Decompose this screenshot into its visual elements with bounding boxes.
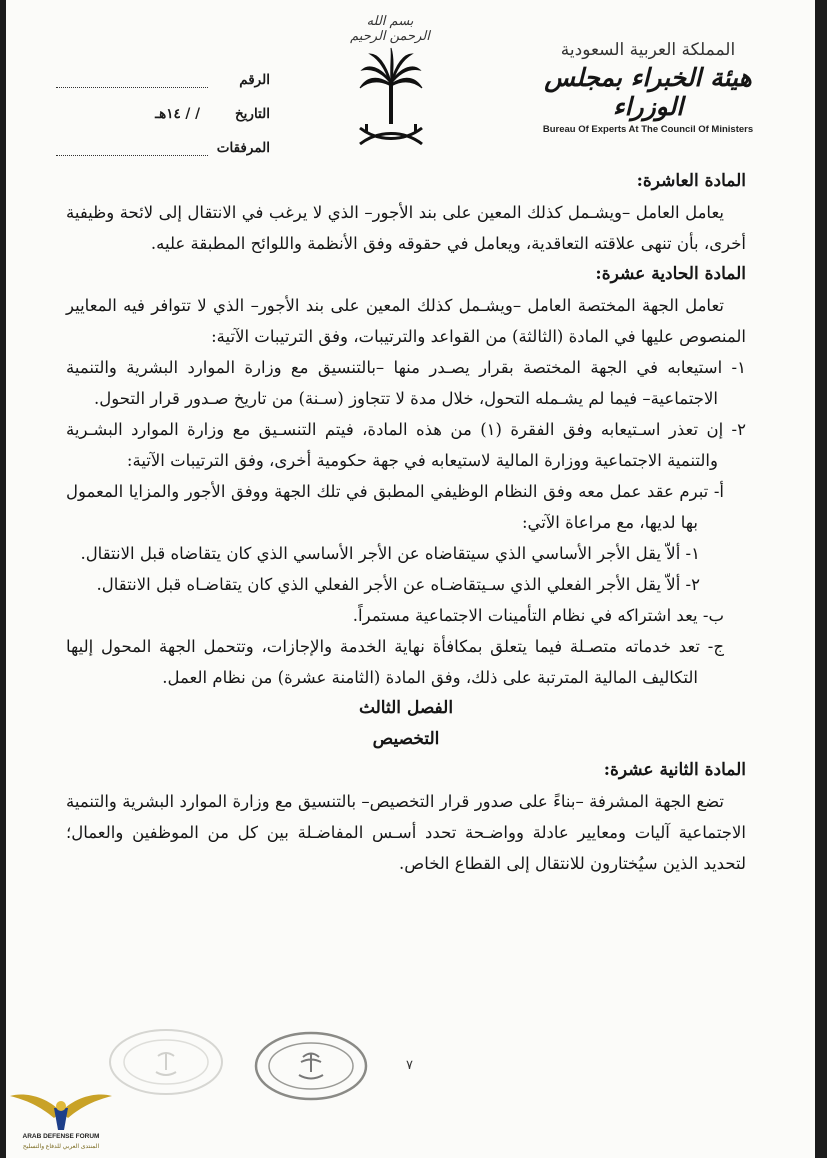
article-12-text: تضع الجهة المشرفة –بناءً على صدور قرار التخصيص– بالتنسيق مع وزارة الموارد البشرية والتنمية الاجتماعية آليات ومعايير عادلة وواضـحة تحدد أسـس المفاضـلة بين كل من الموظفين والعمال؛ لتحديد الذين سيُختارون للانتقال إلى القطاع الخاص. <box>66 792 746 873</box>
document-body <box>66 166 746 879</box>
article-11-item-2-a: أ- تبرم عقد عمل معه وفق النظام الوظيفي المطبق في تلك الجهة ووفق الأجور والمزايا المعمول بها لديها، مع مراعاة الآتي: <box>66 482 724 532</box>
reference-block <box>52 54 270 156</box>
article-10-title: المادة العاشرة: <box>636 171 746 191</box>
article-11-item-2-b: ب- يعد اشتراكه في نظام التأمينات الاجتماعية مستمراً. <box>352 606 724 625</box>
article-11-title: المادة الحادية عشرة: <box>595 264 746 284</box>
faded-official-seal-icon <box>106 1026 226 1098</box>
article-12-title: المادة الثانية عشرة: <box>603 760 746 780</box>
article-11-intro: تعامل الجهة المختصة العامل –ويشـمل كذلك المعين على بند الأجور– الذي لا تتوافر فيه المعايير المنصوص عليها في المادة (الثالثة) من القواعد والترتيبات، وفق الترتيبات الآتية: <box>66 296 746 346</box>
reference-number-label: الرقم <box>239 72 270 88</box>
article-11-item-2: ٢- إن تعذر اسـتيعابه وفق الفقرة (١) من هذه المادة، فيتم التنسـيق مع وزارة الموارد البشـرية والتنمية الاجتماعية ووزارة المالية لاستيعابه في جهة حكومية أخرى، وفق الترتيبات الآتية: <box>66 420 746 470</box>
letterhead <box>533 40 763 135</box>
official-stamp-seal-icon <box>252 1030 370 1102</box>
forum-name: ARAB DEFENSE FORUM <box>22 1133 100 1140</box>
article-11-item-1: ١- استيعابه في الجهة المختصة بقرار يصـدر منها –بالتنسيق مع وزارة الموارد البشرية والتنمية الاجتماعية– فيما لم يشـمله التحول، خلال مدة لا تتجاوز (سـنة) من تاريخ صـدور قرار التحول. <box>66 358 746 408</box>
article-11-item-2-a-1: ١- ألاّ يقل الأجر الأساسي الذي سيتقاضاه عن الأجر الأساسي الذي كان يتقاضاه قبل الانتقال. <box>80 544 700 563</box>
basmala: بسم الله الرحمن الرحيم <box>350 14 430 44</box>
document-page <box>6 0 815 1158</box>
article-11-item-2-c: ج- تعد خدماته متصـلة فيما يتعلق بمكافأة نهاية الخدمة والإجازات، وتتحمل الجهة المحول إليها التكاليف المالية المترتبة على ذلك، وفق المادة (الثامنة عشرة) من نظام العمل. <box>66 637 724 687</box>
chapter-subtitle: التخصيص <box>372 729 440 749</box>
chapter-title: الفصل الثالث <box>358 698 454 718</box>
reference-date-value: / / ١٤هـ <box>155 106 200 122</box>
reference-number-line <box>56 73 208 88</box>
reference-attachments-label: المرفقات <box>216 140 270 156</box>
reference-attachments-line <box>56 141 208 156</box>
reference-number-row <box>52 54 270 88</box>
reference-date-row <box>52 88 270 122</box>
palm-swords-emblem-icon <box>356 44 426 149</box>
kingdom-name: المملكة العربية السعودية <box>560 40 736 60</box>
bureau-name-english: Bureau Of Experts At The Council Of Ministers <box>542 124 754 135</box>
reference-date-label: التاريخ <box>234 106 270 122</box>
forum-name-arabic: المنتدى العربي للدفاع والتسليح <box>22 1144 100 1150</box>
article-11-item-2-a-2: ٢- ألاّ يقل الأجر الفعلي الذي سـيتقاضـاه عن الأجر الفعلي الذي كان يتقاضـاه قبل الانتقال. <box>96 575 700 594</box>
article-10-text: يعامل العامل –ويشـمل كذلك المعين على بند الأجور– الذي لا يرغب في الانتقال إلى لائحة وظيفية أخرى، بأن تنهى علاقته التعاقدية، ويعامل في حقوقه وفق الأنظمة واللوائح المطبقة عليه. <box>66 203 746 253</box>
reference-attachments-row <box>52 122 270 156</box>
page-number: ٧ <box>406 1058 413 1073</box>
bureau-name-arabic: هيئة الخبراء بمجلس الوزراء <box>544 63 752 121</box>
